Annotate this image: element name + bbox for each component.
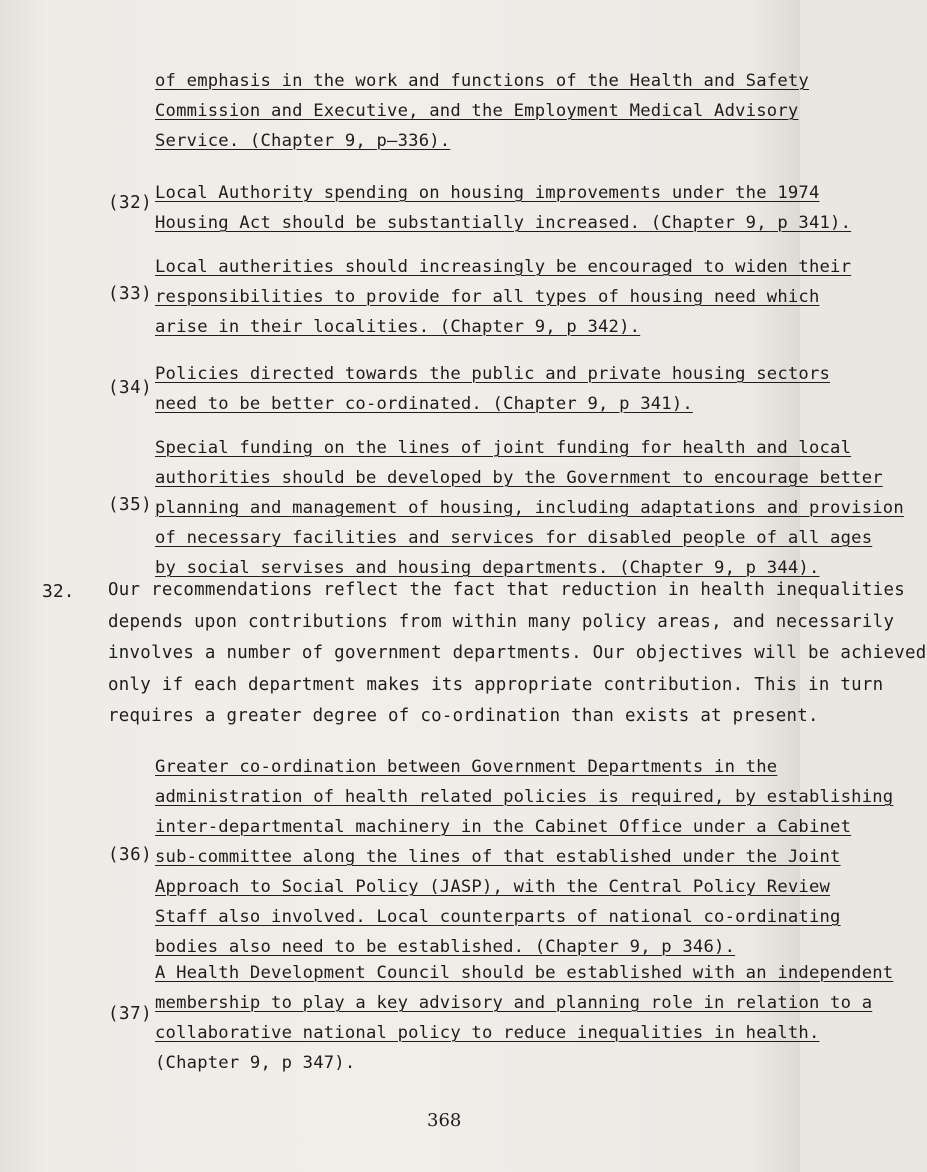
text-line: administration of health related policies is required, by establishing: [155, 787, 894, 807]
text-line: arise in their localities. (Chapter 9, p 342).: [155, 317, 641, 337]
text-line: Local autherities should increasingly be encouraged to widen their: [155, 257, 852, 277]
recommendation-number: (36): [108, 845, 153, 865]
text-line: Service. (Chapter 9, p–336).: [155, 131, 451, 151]
text-line: membership to play a key advisory and planning role in relation to a: [155, 993, 873, 1013]
paragraph-number: 32.: [42, 581, 75, 602]
text-line: (Chapter 9, p 347).: [155, 1053, 356, 1073]
text-line: bodies also need to be established. (Chapter 9, p 346).: [155, 937, 736, 957]
paragraph-32: [108, 575, 927, 733]
recommendation-35: [155, 433, 904, 583]
recommendation-number: (37): [108, 1004, 153, 1024]
recommendation-31-tail: [155, 66, 809, 156]
text-line: involves a number of government departments. Our objectives will be achieved: [108, 643, 927, 664]
recommendation-32: [155, 178, 852, 238]
text-line: Commission and Executive, and the Employment Medical Advisory: [155, 101, 799, 121]
recommendation-number: (34): [108, 378, 153, 398]
text-line: Approach to Social Policy (JASP), with the Central Policy Review: [155, 877, 831, 897]
text-line: Local Authority spending on housing improvements under the 1974: [155, 183, 820, 203]
recommendation-34: [155, 359, 831, 419]
recommendation-number: (33): [108, 284, 153, 304]
page-number: 368: [427, 1110, 462, 1131]
text-line: Housing Act should be substantially increased. (Chapter 9, p 341).: [155, 213, 852, 233]
text-line: Greater co-ordination between Government Departments in the: [155, 757, 778, 777]
text-line: collaborative national policy to reduce inequalities in health.: [155, 1023, 820, 1043]
recommendation-37: [155, 958, 894, 1078]
text-line: authorities should be developed by the Government to encourage better: [155, 468, 883, 488]
text-line: requires a greater degree of co-ordination than exists at present.: [108, 706, 819, 727]
recommendation-33: [155, 252, 852, 342]
text-line: planning and management of housing, including adaptations and provision: [155, 498, 904, 518]
text-line: Our recommendations reflect the fact that reduction in health inequalities: [108, 580, 905, 600]
text-line: responsibilities to provide for all types of housing need which: [155, 287, 820, 307]
text-line: A Health Development Council should be established with an independent: [155, 963, 894, 983]
text-line: by social servises and housing departments. (Chapter 9, p 344).: [155, 558, 820, 578]
text-line: inter-departmental machinery in the Cabinet Office under a Cabinet: [155, 817, 852, 837]
text-line: Special funding on the lines of joint funding for health and local: [155, 438, 852, 458]
text-line: need to be better co-ordinated. (Chapter 9, p 341).: [155, 394, 693, 414]
text-line: of necessary facilities and services for disabled people of all ages: [155, 528, 873, 548]
text-line: sub-committee along the lines of that established under the Joint: [155, 847, 841, 867]
recommendation-number: (32): [108, 193, 153, 213]
recommendation-number: (35): [108, 495, 153, 515]
text-line: Staff also involved. Local counterparts of national co-ordinating: [155, 907, 841, 927]
text-line: Policies directed towards the public and private housing sectors: [155, 364, 831, 384]
recommendation-36: [155, 752, 894, 962]
text-line: only if each department makes its appropriate contribution. This in turn: [108, 674, 884, 695]
text-line: of emphasis in the work and functions of the Health and Safety: [155, 71, 809, 91]
text-line: depends upon contributions from within many policy areas, and necessarily: [108, 611, 895, 632]
